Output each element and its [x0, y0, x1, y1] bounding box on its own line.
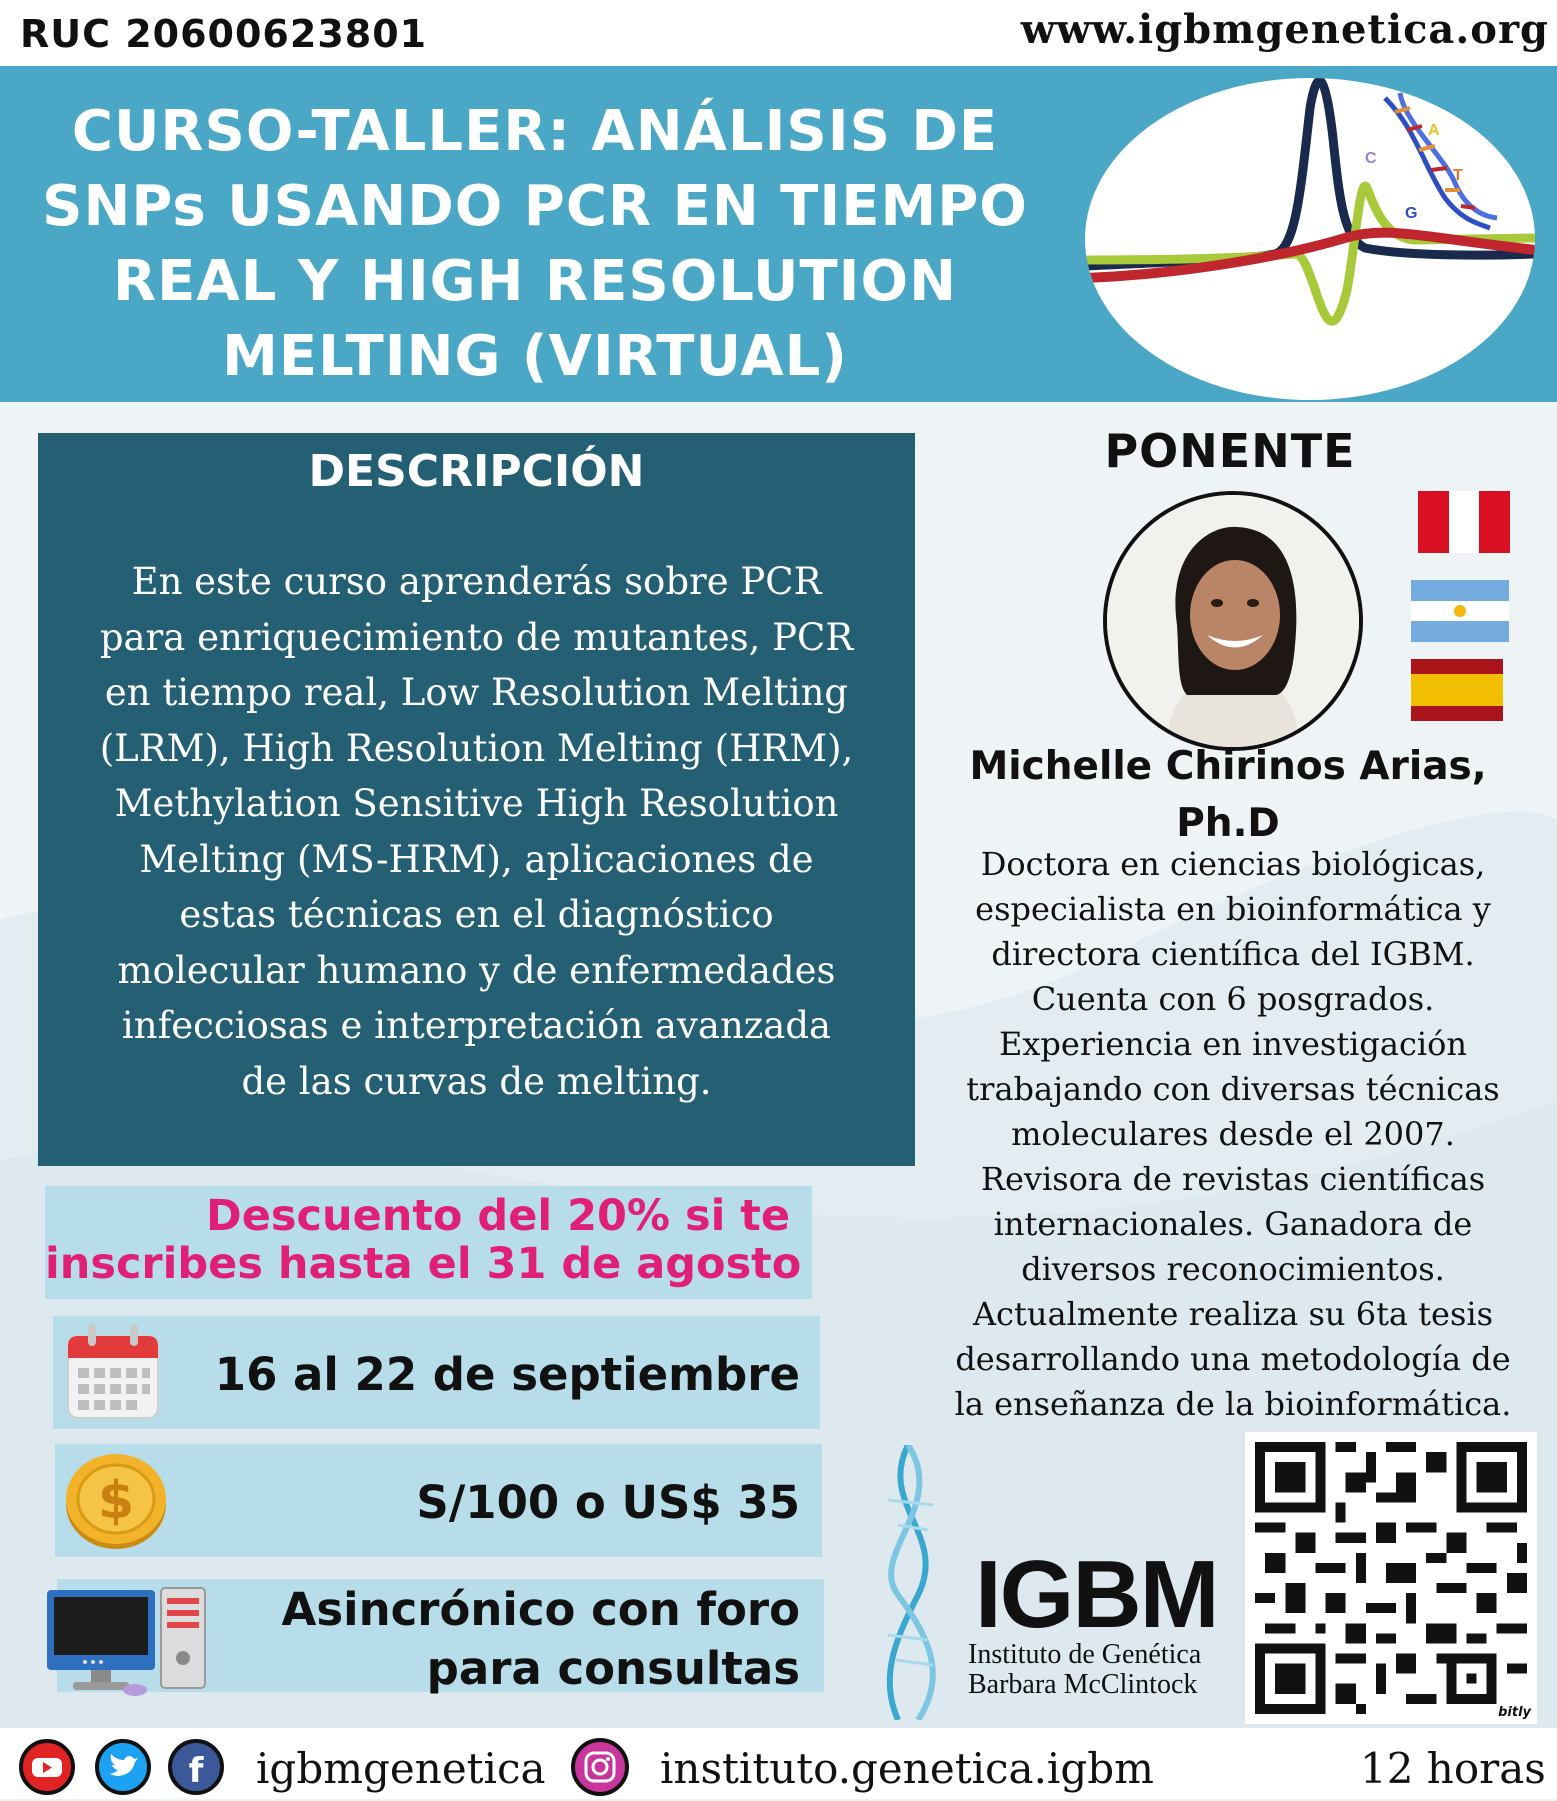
discount-line: inscribes hasta el 31 de agosto: [45, 1239, 802, 1289]
instagram-handle[interactable]: instituto.genetica.igbm: [660, 1744, 1154, 1793]
bio-line: desarrollando una metodología de: [955, 1340, 1511, 1378]
website-link[interactable]: www.igbmgenetica.org: [1020, 6, 1549, 53]
instagram-icon[interactable]: [570, 1737, 630, 1797]
igbm-acronym: IGBM: [975, 1541, 1218, 1648]
description-line: para enriquecimiento de mutantes, PCR: [99, 615, 854, 659]
course-title-line: CURSO-TALLER: ANÁLISIS DE: [71, 99, 999, 164]
course-dates: 16 al 22 de septiembre: [214, 1348, 800, 1401]
institute-name-line: Barbara McClintock: [968, 1669, 1198, 1700]
melting-curve-logo: [1085, 78, 1535, 400]
qr-code-pattern: [1245, 1432, 1537, 1724]
ruc-number: RUC 20600623801: [20, 12, 428, 56]
svg-text:f: f: [188, 1751, 204, 1791]
course-mode: [220, 1580, 800, 1698]
svg-text:$: $: [97, 1471, 135, 1531]
letter-c: C: [1365, 150, 1377, 167]
letter-a: A: [1428, 122, 1440, 139]
bio-line: Cuenta con 6 posgrados.: [1031, 980, 1435, 1018]
institute-name: [968, 1640, 1201, 1700]
letter-t: T: [1453, 167, 1463, 184]
discount-text: [45, 1191, 802, 1289]
social-handle[interactable]: igbmgenetica: [256, 1744, 546, 1793]
computer-icon: [45, 1586, 207, 1698]
speaker-name-line: Ph.D: [1176, 801, 1280, 846]
speaker-name: [948, 738, 1508, 852]
peru-flag-icon: [1418, 491, 1510, 553]
bio-line: especialista en bioinformática y: [975, 890, 1491, 928]
discount-line: Descuento del 20% si te: [206, 1191, 790, 1241]
bio-line: diversos reconocimientos.: [1021, 1250, 1445, 1288]
bio-line: Experiencia en investigación: [999, 1025, 1467, 1063]
speaker-bio: [938, 842, 1528, 1427]
bio-line: Revisora de revistas científicas: [980, 1160, 1486, 1198]
qr-code[interactable]: [1245, 1432, 1537, 1724]
calendar-icon: [66, 1322, 160, 1422]
description-heading: DESCRIPCIÓN: [308, 446, 645, 497]
course-price: S/100 o US$ 35: [416, 1476, 800, 1529]
description-line: estas técnicas en el diagnóstico: [179, 893, 774, 936]
course-hours: 12 horas: [1360, 1744, 1546, 1793]
igbm-dna-logo-icon: [858, 1445, 968, 1720]
description-line: En este curso aprenderás sobre PCR: [131, 560, 822, 603]
speaker-name-line: Michelle Chirinos Arias,: [969, 744, 1487, 789]
twitter-icon[interactable]: [94, 1738, 152, 1796]
youtube-icon[interactable]: [18, 1738, 76, 1796]
description-line: molecular humano y de enfermedades: [117, 948, 836, 992]
course-title: [30, 94, 1040, 394]
description-line: Melting (MS-HRM), aplicaciones de: [139, 837, 814, 881]
argentina-flag-icon: [1411, 580, 1509, 642]
description-line: en tiempo real, Low Resolution Melting: [104, 671, 849, 714]
institute-name-line: Instituto de Genética: [968, 1639, 1202, 1670]
course-title-line: MELTING (VIRTUAL): [222, 324, 848, 389]
qr-caption: bitly: [1498, 1705, 1531, 1720]
course-title-line: SNPs USANDO PCR EN TIEMPO: [42, 174, 1028, 239]
description-text: [50, 554, 903, 1109]
spain-flag-icon: [1411, 659, 1503, 721]
bio-line: la enseñanza de la bioinformática.: [954, 1385, 1512, 1423]
description-line: Methylation Sensitive High Resolution: [114, 782, 839, 825]
bio-line: Actualmente realiza su 6ta tesis: [972, 1295, 1494, 1333]
speaker-heading: PONENTE: [1104, 424, 1356, 478]
bio-line: Doctora en ciencias biológicas,: [980, 845, 1486, 883]
facebook-icon[interactable]: [167, 1738, 225, 1796]
bio-line: moleculares desde el 2007.: [1011, 1115, 1455, 1153]
letter-g: G: [1405, 205, 1418, 222]
bio-line: trabajando con diversas técnicas: [966, 1070, 1500, 1108]
bio-line: directora científica del IGBM.: [991, 935, 1475, 973]
description-line: de las curvas de melting.: [241, 1059, 712, 1103]
melting-curve-graphic: [1085, 78, 1535, 400]
speaker-photo: [1103, 491, 1363, 751]
course-mode-line: para consultas: [426, 1642, 800, 1695]
course-title-line: REAL Y HIGH RESOLUTION: [113, 249, 957, 314]
description-line: infecciosas e interpretación avanzada: [121, 1004, 832, 1047]
coin-icon: [64, 1452, 168, 1550]
bio-line: internacionales. Ganadora de: [993, 1205, 1473, 1243]
description-line: (LRM), High Resolution Melting (HRM),: [99, 726, 854, 770]
course-mode-line: Asincrónico con foro: [281, 1583, 800, 1636]
